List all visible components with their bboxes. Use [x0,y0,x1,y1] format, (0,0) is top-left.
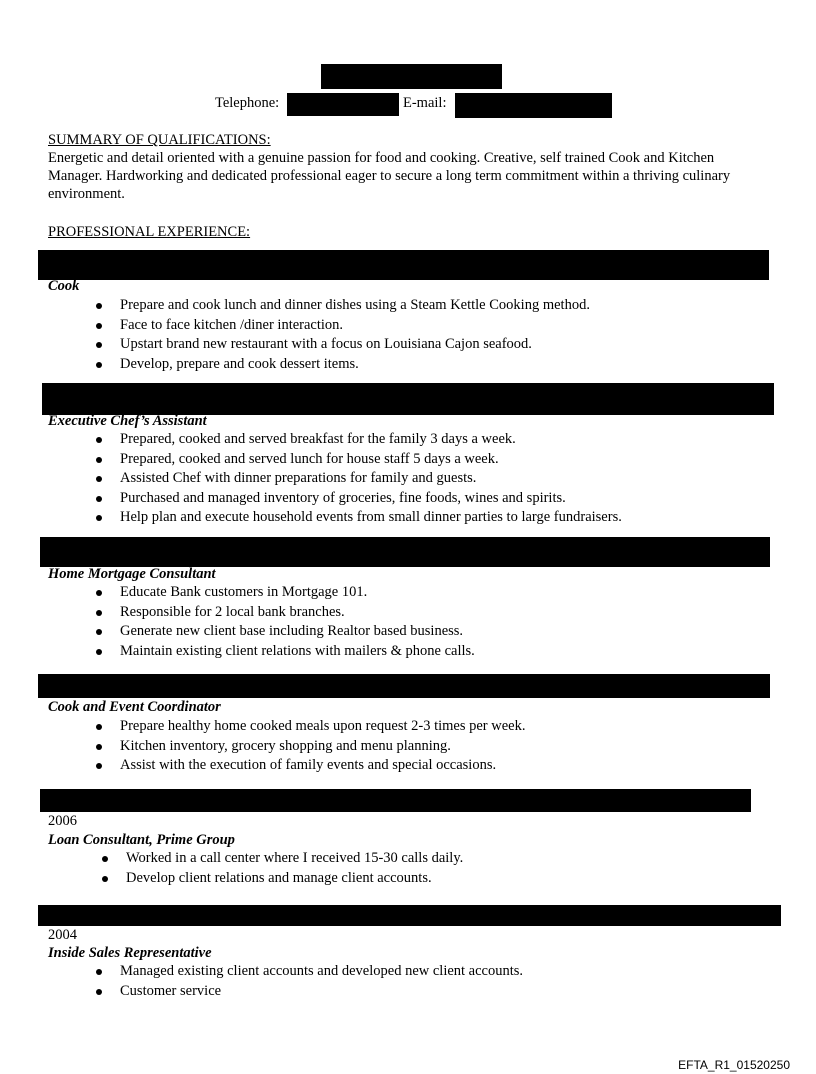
bullet-icon [96,303,102,309]
job-title-4: Cook and Event Coordinator [48,699,221,715]
job-year-5: 2006 [48,813,77,829]
list-item: Face to face kitchen /diner interaction. [96,316,590,336]
list-item: Upstart brand new restaurant with a focus on Louisiana Cajon seafood. [96,335,590,355]
experience-heading: PROFESSIONAL EXPERIENCE: [48,224,251,240]
bullet-icon [96,649,102,655]
list-item: Prepare and cook lunch and dinner dishes using a Steam Kettle Cooking method. [96,296,590,316]
bullet-icon [96,496,102,502]
list-item: Prepare healthy home cooked meals upon request 2-3 times per week. [96,717,525,737]
list-item: Help plan and execute household events from small dinner parties to large fundraisers. [96,508,622,528]
redacted-employer-5 [40,789,751,812]
redacted-employer-6 [38,905,781,926]
list-item: Assist with the execution of family events and special occasions. [96,756,525,776]
bullet-icon [96,437,102,443]
job-bullets-5 [102,849,463,888]
bullet-icon [96,342,102,348]
redacted-employer-3 [40,537,770,567]
job-title-3: Home Mortgage Consultant [48,566,216,582]
bullet-icon [96,362,102,368]
bullet-icon [96,515,102,521]
bullet-icon [96,476,102,482]
redacted-employer-2 [42,383,774,415]
bullet-icon [96,969,102,975]
redacted-email [455,93,612,118]
bullet-icon [102,876,108,882]
redacted-employer-1 [38,250,769,280]
list-item: Develop, prepare and cook dessert items. [96,355,590,375]
redacted-telephone [287,93,399,116]
bullet-icon [96,590,102,596]
redacted-name [321,64,502,89]
bullet-icon [96,457,102,463]
list-item: Worked in a call center where I received 15-30 calls daily. [102,849,463,869]
bullet-icon [96,744,102,750]
list-item: Purchased and managed inventory of groceries, fine foods, wines and spirits. [96,489,622,509]
bullet-icon [96,763,102,769]
list-item: Develop client relations and manage client accounts. [102,869,463,889]
list-item: Managed existing client accounts and developed new client accounts. [96,962,523,982]
summary-heading: SUMMARY OF QUALIFICATIONS: [48,132,271,148]
bullet-icon [96,323,102,329]
list-item: Generate new client base including Realtor based business. [96,622,475,642]
list-item: Maintain existing client relations with mailers & phone calls. [96,642,475,662]
job-bullets-4 [96,717,525,776]
telephone-label: Telephone: [215,95,280,111]
job-title-2: Executive Chef’s Assistant [48,413,207,429]
job-year-6: 2004 [48,927,77,943]
summary-text: Energetic and detail oriented with a genuine passion for food and cooking. Creative, self trained Cook and Kitchen Manager. Hardworking and dedicated professional eager to secure a long term commitment within a thriving culinary environment. [48,150,731,202]
job-title-5: Loan Consultant, Prime Group [48,832,235,848]
document-id: EFTA_R1_01520250 [678,1058,790,1072]
job-bullets-6 [96,962,523,1001]
list-item: Educate Bank customers in Mortgage 101. [96,583,475,603]
bullet-icon [96,610,102,616]
list-item: Prepared, cooked and served breakfast for the family 3 days a week. [96,430,622,450]
email-label: E-mail: [403,95,447,111]
job-title-1: Cook [48,278,80,294]
bullet-icon [96,724,102,730]
job-bullets-1 [96,296,590,374]
list-item: Customer service [96,982,523,1002]
job-bullets-3 [96,583,475,661]
list-item: Responsible for 2 local bank branches. [96,603,475,623]
redacted-employer-4 [38,674,770,698]
bullet-icon [96,989,102,995]
bullet-icon [102,856,108,862]
job-bullets-2 [96,430,622,528]
list-item: Kitchen inventory, grocery shopping and menu planning. [96,737,525,757]
job-title-6: Inside Sales Representative [48,945,212,961]
list-item: Assisted Chef with dinner preparations for family and guests. [96,469,622,489]
list-item: Prepared, cooked and served lunch for house staff 5 days a week. [96,450,622,470]
bullet-icon [96,629,102,635]
